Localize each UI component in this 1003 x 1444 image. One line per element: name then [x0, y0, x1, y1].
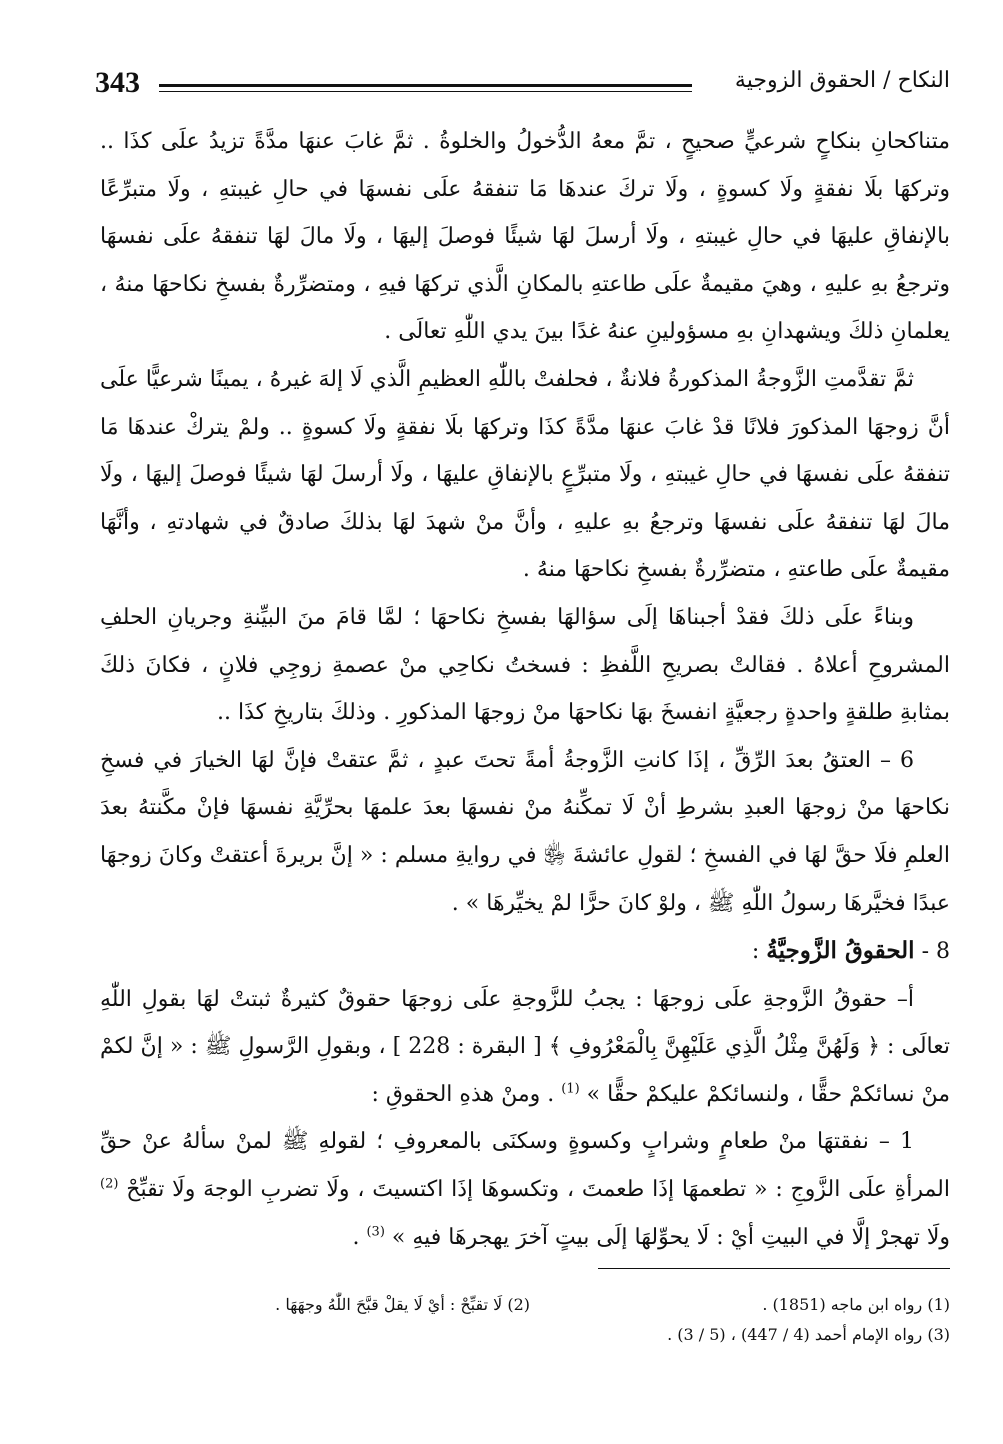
paragraph-emancipation: 6 – العتقُ بعدَ الرِّقِّ ، إذَا كانتِ الزَّوجةُ أمةً تحتَ عبدٍ ، ثمَّ عتقتْ فإنَّ لهَا الخيارَ في فسخِ نكاحهَا منْ زوجهَا العبدِ بشرطِ أنْ لَا تمكِّنهُ منْ نفسهَا بعدَ علمهَا بحرِّيَّةِ نفسهَا فإنْ مكَّنتهُ بعدَ العلمِ فلَا حقَّ لهَا في الفسخِ ؛ لقولِ عائشةَ ﵂ في روايةِ مسلم : « إنَّ بريرةَ أعتقتْ وكانَ زوجهَا عبدًا فخيَّرهَا رسولُ اللّٰهِ ﷺ ، ولوْ كانَ حرًّا لمْ يخيِّرهَا » .: [100, 747, 950, 916]
paragraph-wife-rights: [100, 976, 950, 1119]
section-number: 8 -: [914, 939, 950, 965]
footnote-ref-1[interactable]: (1): [561, 1081, 580, 1097]
footnote-3: (3) رواه الإمام أحمد (4 / 447) ، (5 / 3) .: [667, 1325, 950, 1344]
maintenance-text-cont: ولَا تهجرْ إلَّا في البيتِ أيْ : لَا يحوِّلهَا إلَى بيتٍ آخرَ يهجرهَا فيهِ »: [391, 1224, 950, 1250]
footnotes: [120, 1290, 950, 1350]
paragraph-maintenance: [100, 1118, 950, 1261]
running-title: النكاح / الحقوق الزوجية: [734, 68, 950, 93]
section-heading: [100, 927, 950, 976]
footnote-ref-2[interactable]: (2): [100, 1176, 119, 1192]
wife-rights-text: أ– حقوقُ الزَّوجةِ علَى زوجهَا : يجبُ للزَّوجةِ علَى زوجهَا حقوقٌ كثيرةٌ ثبتتْ لهَا بقولِ اللّٰهِ تعالَى : ﴿ وَلَهُنَّ مِثْلُ الَّذِي عَلَيْهِنَّ بِالْمَعْرُوفِ ﴾ [ البقرة : 228 ] ، وبقولِ الرَّسولِ ﷺ : « إنَّ لكمْ منْ نسائكمْ حقًّا ، ولنسائكمْ عليكمْ حقًّا »: [100, 986, 950, 1107]
footnote-ref-3[interactable]: (3): [366, 1224, 385, 1240]
footnote-separator: [598, 1268, 950, 1269]
wife-rights-tail: . ومنْ هذهِ الحقوقِ :: [371, 1081, 562, 1107]
footnote-1: (1) رواه ابن ماجه (1851) .: [762, 1295, 950, 1314]
maintenance-text: 1 – نفقتهَا منْ طعامٍ وشرابٍ وكسوةٍ وسكنَى بالمعروفِ ؛ لقولهِ ﷺ لمنْ سألهُ عنْ حقِّ المرأةِ علَى الزَّوجِ : « تطعمهَا إذَا طعمتَ ، وتكسوهَا إذَا اكتسيتَ ، ولَا تضربِ الوجهَ ولَا تقبِّحْ: [100, 1129, 950, 1203]
section-title: الحقوقُ الزَّوجيَّةُ: [766, 937, 915, 965]
header-double-rule: [159, 84, 692, 92]
page-number: 343: [95, 66, 140, 99]
maintenance-end: .: [352, 1224, 367, 1250]
page-header: [95, 64, 950, 108]
paragraph-annulment: وبناءً علَى ذلكَ فقدْ أجبناهَا إلَى سؤالهَا بفسخِ نكاحهَا ؛ لمَّا قامَ منَ البيِّنةِ وجريانِ الحلفِ المشروحِ أعلاهُ . فقالتْ بصريحِ اللَّفظِ : فسختُ نكاحِي منْ عصمةِ زوجِي فلانٍ ، فكانَ ذلكَ بمثابةِ طلقةٍ واحدةٍ رجعيَّةٍ انفسخَ بهَا نكاحهَا منْ زوجهَا المذكورِ . وذلكَ بتاريخِ كذَا ..: [100, 604, 950, 726]
paragraph-witnesses: متناكحانِ بنكاحٍ شرعيٍّ صحيحٍ ، تمَّ معهُ الدُّخولُ والخلوةُ . ثمَّ غابَ عنهَا مدَّةً تزيدُ علَى كذَا .. وتركهَا بلَا نفقةٍ ولَا كسوةٍ ، ولَا تركَ عندهَا مَا تنفقهُ علَى نفسهَا في حالِ غيبتهِ ، ولَا متبرِّعًا بالإنفاقِ عليهَا في حالِ غيبتهِ ، ولَا أرسلَ لهَا شيئًا فوصلَ إليهَا ، ولَا مالَ لهَا تنفقهُ علَى نفسهَا وترجعُ بهِ عليهِ ، وهيَ مقيمةٌ علَى طاعتهِ بالمكانِ الَّذي تركهَا فيهِ ، ومتضرِّرةٌ بفسخِ نكاحهَا منهُ ، يعلمانِ ذلكَ ويشهدانِ بهِ مسؤولينِ عنهُ غدًا بينَ يدي اللّٰهِ تعالَى .: [100, 129, 950, 345]
main-text: [100, 118, 950, 1261]
footnote-row: [120, 1290, 950, 1320]
footnote-2: (2) لَا تقبِّحْ : أيْ لَا يقلْ قبَّحَ اللّٰهُ وجهَهَا .: [275, 1295, 530, 1314]
section-colon: :: [751, 939, 767, 965]
footnote-row: [120, 1320, 950, 1350]
paragraph-oath: ثمَّ تقدَّمتِ الزَّوجةُ المذكورةُ فلانةٌ ، فحلفتْ باللّٰهِ العظيمِ الَّذي لَا إلهَ غيرهُ ، يمينًا شرعيًّا علَى أنَّ زوجهَا المذكورَ فلانًا قدْ غابَ عنهَا مدَّةً كذَا وتركهَا بلَا نفقةٍ ولَا كسوةٍ .. ولمْ يتركْ عندهَا مَا تنفقهُ علَى نفسهَا في حالِ غيبتهِ ، ولَا متبرِّعٍ بالإنفاقِ عليهَا ، ولَا أرسلَ لهَا شيئًا فوصلَ إليهَا ، ولَا مالَ لهَا تنفقهُ علَى نفسهَا وترجعُ بهِ عليهِ ، وأنَّ منْ شهدَ لهَا بذلكَ صادقٌ في شهادتهِ ، وأنَّهَا مقيمةٌ علَى طاعتهِ ، متضرِّرةٌ بفسخِ نكاحهَا منهُ .: [100, 366, 950, 583]
